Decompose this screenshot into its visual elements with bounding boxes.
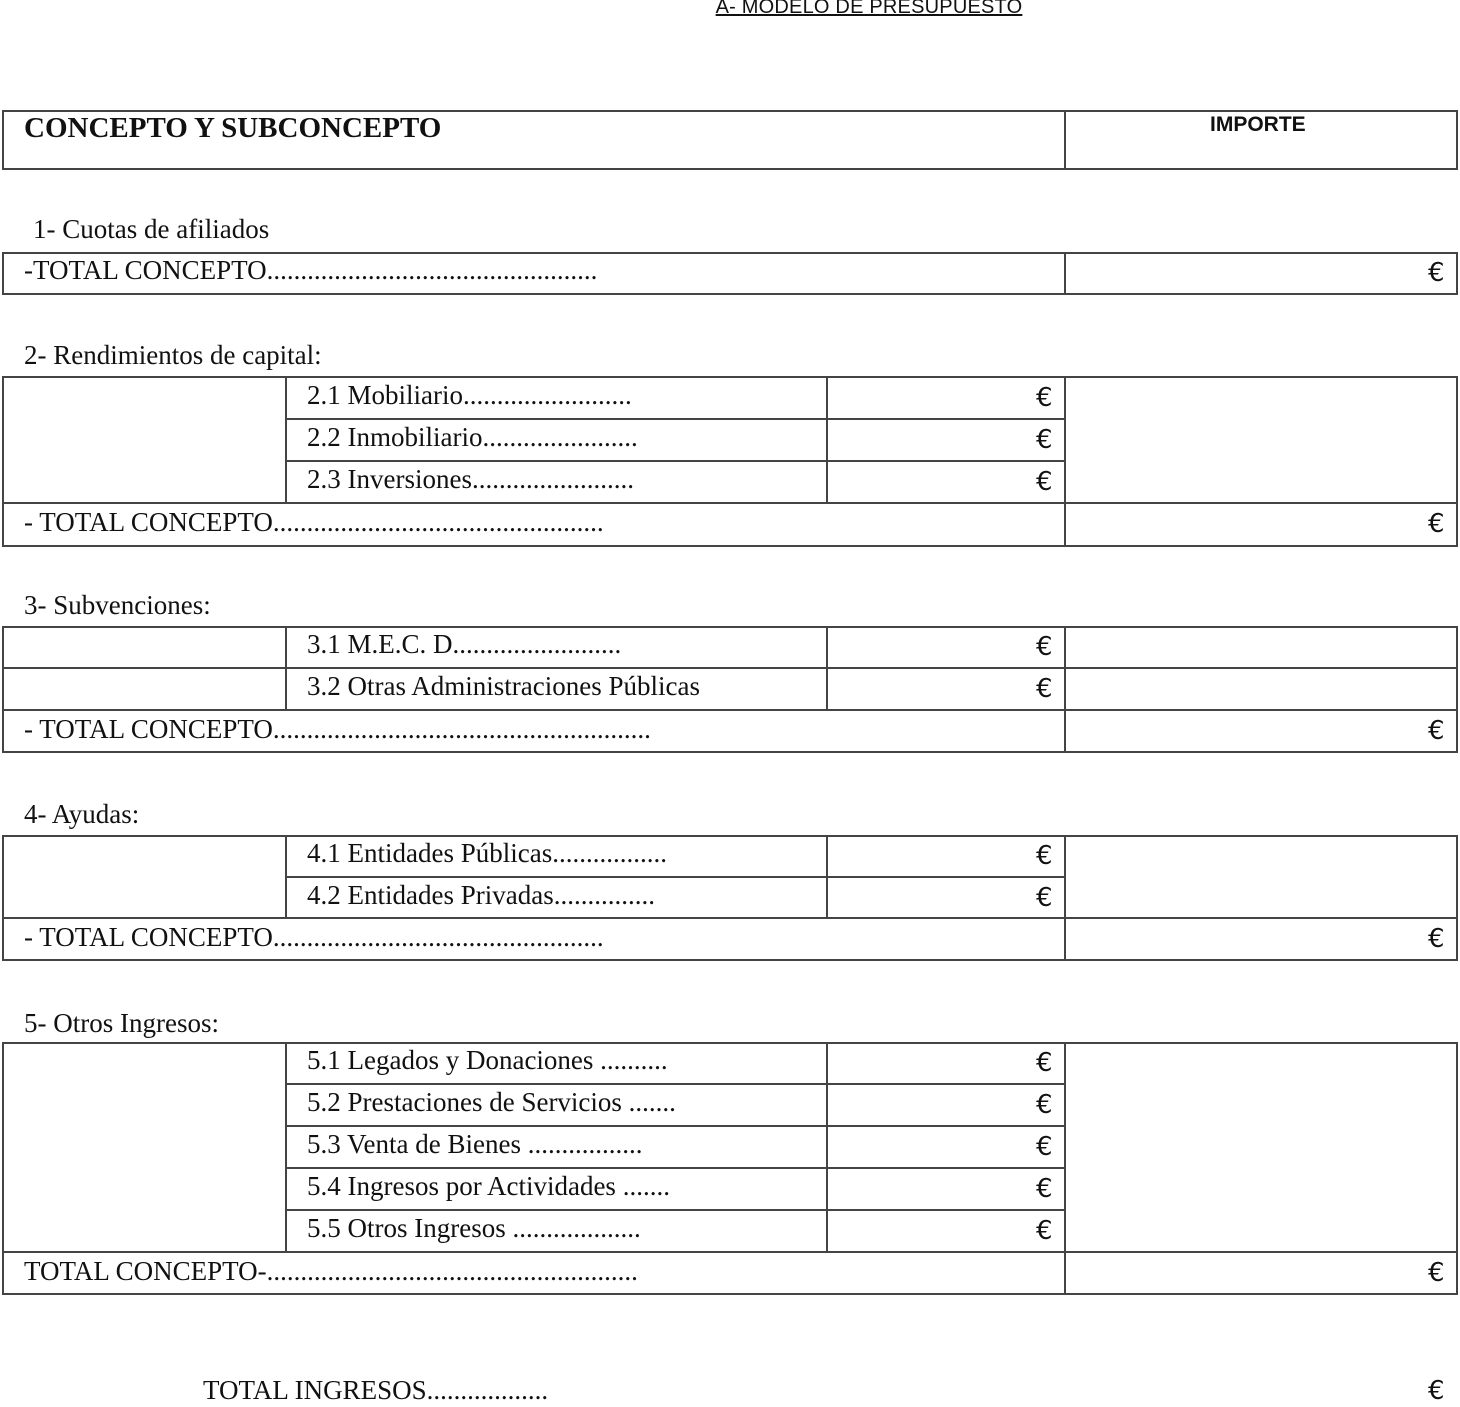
item-2-3: 2.3 Inversiones........................ (307, 464, 634, 494)
item-4-2-currency: € (1036, 883, 1053, 913)
item-2-2: 2.2 Inmobiliario....................... (307, 422, 638, 452)
section-5-total-currency: € (1428, 1258, 1445, 1288)
section-1-total-currency: € (1428, 258, 1445, 288)
header-divider (1064, 110, 1066, 170)
section-2-total-currency: € (1428, 509, 1445, 539)
header-concept: CONCEPTO Y SUBCONCEPTO (24, 112, 442, 144)
item-5-3-currency: € (1036, 1132, 1053, 1162)
section-3-total-label: - TOTAL CONCEPTO........................................................ (24, 714, 651, 744)
item-5-5: 5.5 Otros Ingresos ................... (307, 1213, 641, 1243)
item-5-2: 5.2 Prestaciones de Servicios ....... (307, 1087, 676, 1117)
item-2-1: 2.1 Mobiliario......................... (307, 380, 632, 410)
item-3-2-currency: € (1036, 674, 1053, 704)
item-2-3-currency: € (1036, 467, 1053, 497)
item-5-5-currency: € (1036, 1216, 1053, 1246)
section-2-total-label: - TOTAL CONCEPTO................................................. (24, 507, 604, 537)
item-3-1: 3.1 M.E.C. D......................... (307, 629, 622, 659)
section-heading-3: 3- Subvenciones: (24, 590, 211, 620)
item-5-4-currency: € (1036, 1174, 1053, 1204)
section-4-total-currency: € (1428, 924, 1445, 954)
item-5-3: 5.3 Venta de Bienes ................. (307, 1129, 643, 1159)
header-amount: IMPORTE (1210, 113, 1306, 136)
item-4-1: 4.1 Entidades Públicas................. (307, 838, 667, 868)
grand-total-currency: € (1428, 1376, 1445, 1406)
item-5-4: 5.4 Ingresos por Actividades ....... (307, 1171, 670, 1201)
section-3-total-currency: € (1428, 716, 1445, 746)
item-3-1-currency: € (1036, 632, 1053, 662)
item-4-1-currency: € (1036, 841, 1053, 871)
section-heading-1: 1- Cuotas de afiliados (33, 214, 270, 244)
section-4-total-label: - TOTAL CONCEPTO................................................. (24, 922, 604, 952)
section-heading-2: 2- Rendimientos de capital: (24, 340, 322, 370)
item-5-1: 5.1 Legados y Donaciones .......... (307, 1045, 668, 1075)
item-2-1-currency: € (1036, 383, 1053, 413)
item-3-2: 3.2 Otras Administraciones Públicas (307, 671, 700, 701)
item-2-2-currency: € (1036, 425, 1053, 455)
page-title: A- MODELO DE PRESUPUESTO (715, 0, 1023, 18)
grand-total-label: TOTAL INGRESOS.................. (203, 1375, 549, 1405)
item-5-2-currency: € (1036, 1090, 1053, 1120)
item-4-2: 4.2 Entidades Privadas............... (307, 880, 655, 910)
section-heading-5: 5- Otros Ingresos: (24, 1008, 219, 1038)
section-5-total-label: TOTAL CONCEPTO-....................................................... (24, 1256, 638, 1286)
section-heading-4: 4- Ayudas: (24, 799, 140, 829)
section-1-total-label: -TOTAL CONCEPTO................................................. (24, 255, 598, 285)
item-5-1-currency: € (1036, 1048, 1053, 1078)
